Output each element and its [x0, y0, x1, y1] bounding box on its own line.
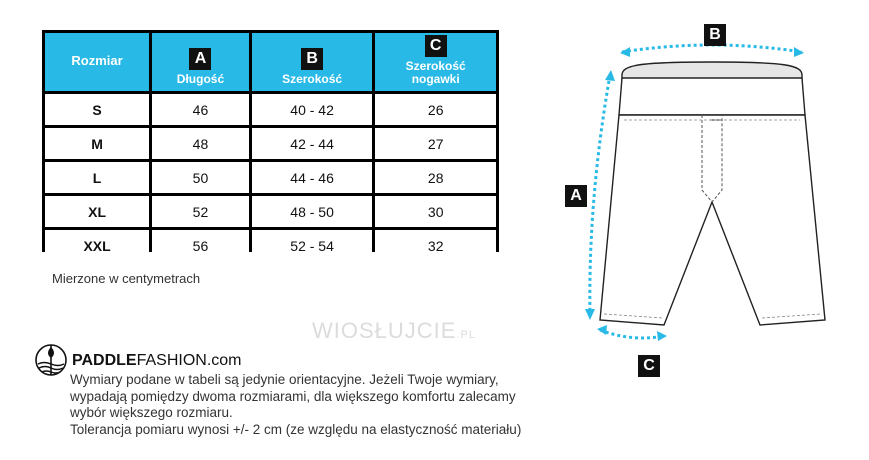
- cell-size: XXL: [45, 230, 149, 261]
- cell-b: 44 - 46: [252, 162, 373, 193]
- header-a: [152, 33, 249, 91]
- brand-name: [72, 352, 242, 370]
- label-b-badge: B: [704, 24, 726, 46]
- header-a-label: Długość: [176, 72, 225, 86]
- brand-rest: FASHION.com: [136, 352, 242, 369]
- watermark: [312, 318, 476, 344]
- disclaimer-line-1: Wymiary podane w tabeli są jedynie orientacyjne. Jeżeli Twoje wymiary,: [70, 372, 499, 387]
- cell-c: 28: [375, 162, 496, 193]
- header-size: Rozmiar: [45, 33, 149, 91]
- header-c-letter: C: [425, 35, 447, 57]
- size-table: [42, 30, 499, 252]
- measure-b-arrow: [622, 45, 802, 52]
- paddle-logo-icon: [34, 343, 68, 377]
- header-b: [252, 33, 373, 91]
- cell-size: M: [45, 128, 149, 159]
- watermark-main: WIOSŁUJCIE: [312, 318, 457, 343]
- table-row: [45, 196, 496, 227]
- cell-c: 30: [375, 196, 496, 227]
- cell-a: 46: [152, 94, 249, 125]
- header-c-label-1: Szerokość: [405, 59, 466, 73]
- header-c: [375, 33, 496, 91]
- unit-note: Mierzone w centymetrach: [52, 271, 201, 286]
- cell-c: 27: [375, 128, 496, 159]
- disclaimer-line-3: wybór większego rozmiaru.: [70, 405, 233, 420]
- cell-a: 48: [152, 128, 249, 159]
- disclaimer-text: [70, 372, 630, 438]
- cell-a: 56: [152, 230, 249, 261]
- cell-c: 32: [375, 230, 496, 261]
- cell-b: 48 - 50: [252, 196, 373, 227]
- header-c-label-2: nogawki: [411, 72, 460, 86]
- header-a-letter: A: [189, 48, 211, 70]
- table-row: [45, 162, 496, 193]
- table-row: [45, 128, 496, 159]
- shorts-diagram: [580, 20, 860, 380]
- cell-a: 52: [152, 196, 249, 227]
- watermark-suffix: .PL: [456, 329, 476, 341]
- cell-size: XL: [45, 196, 149, 227]
- brand-bold: PADDLE: [72, 352, 137, 369]
- label-c-badge: C: [638, 355, 660, 377]
- header-b-letter: B: [301, 48, 323, 70]
- cell-b: 42 - 44: [252, 128, 373, 159]
- cell-size: S: [45, 94, 149, 125]
- header-b-label: Szerokość: [282, 72, 343, 86]
- measure-c-arrow: [600, 330, 664, 338]
- table-header-row: [45, 33, 496, 91]
- table-row: [45, 230, 496, 261]
- cell-b: 52 - 54: [252, 230, 373, 261]
- disclaimer-line-2: wypadają pomiędzy dwoma rozmiarami, dla większego komfortu zalecamy: [70, 388, 516, 404]
- cell-a: 50: [152, 162, 249, 193]
- cell-size: L: [45, 162, 149, 193]
- disclaimer-line-4: Tolerancja pomiaru wynosi +/- 2 cm (ze względu na elastyczność materiału): [70, 421, 522, 437]
- label-a-badge: A: [565, 185, 587, 207]
- table-row: [45, 94, 496, 125]
- cell-c: 26: [375, 94, 496, 125]
- cell-b: 40 - 42: [252, 94, 373, 125]
